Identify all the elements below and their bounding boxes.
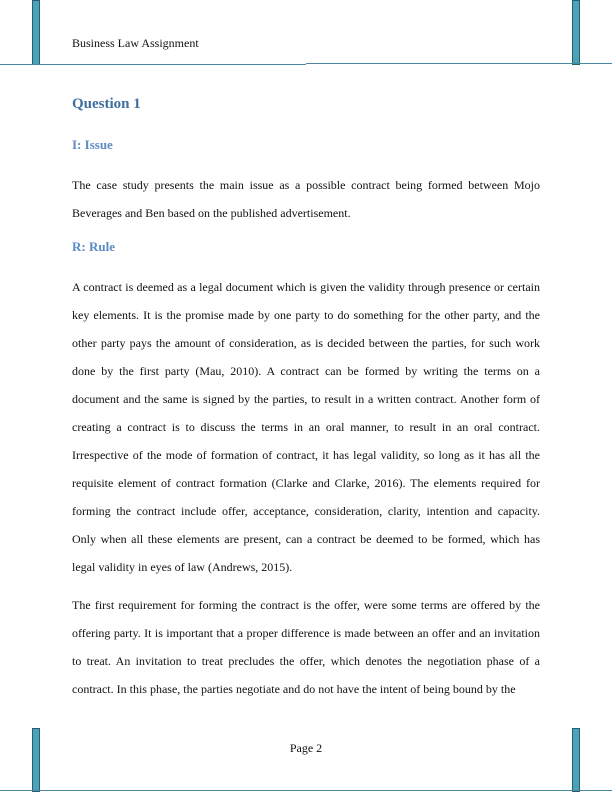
- header-rule-right: [306, 63, 612, 64]
- page-number: Page 2: [289, 741, 323, 755]
- header-left-bar: [32, 0, 40, 65]
- issue-heading: I: Issue: [72, 137, 113, 152]
- issue-paragraph: The case study presents the main issue as a possible contract being formed between Mojo Beverages and Ben based on the published advertisement.: [72, 178, 540, 220]
- footer-right-bar: [572, 728, 580, 792]
- rule-heading: R: Rule: [72, 239, 115, 254]
- page-content: [72, 96, 540, 703]
- footer-rule: [0, 790, 612, 791]
- header-rule-left: [0, 64, 306, 65]
- footer-left-bar: [32, 728, 40, 792]
- running-header: Business Law Assignment: [72, 36, 199, 50]
- rule-paragraph-1: A contract is deemed as a legal document which is given the validity through presence or certain key elements. It is the promise made by one party to do something for the other party, and the other party pays the amount of consideration, as is decided between the parties, for such work done by the first party (Mau, 2010). A contract can be formed by writing the terms on a document and the same is signed by the parties, to result in a written contract. Another form of creating a contract is to discuss the terms in an oral manner, to result in an oral contract. Irrespective of the mode of formation of contract, it has legal validity, so long as it has all the requisite element of contract formation (Clarke and Clarke, 2016). The elements required for forming the contract include offer, acceptance, consideration, clarity, intention and capacity. Only when all these elements are present, can a contract be deemed to be formed, which has legal validity in eyes of law (Andrews, 2015).: [72, 280, 540, 574]
- rule-paragraph-2: The first requirement for forming the contract is the offer, were some terms are offered by the offering party. It is important that a proper difference is made between an offer and an invitation to treat. An invitation to treat precludes the offer, which denotes the negotiation phase of a contract. In this phase, the parties negotiate and do not have the intent of being bound by the: [72, 598, 540, 696]
- header-right-bar: [572, 0, 580, 65]
- question-heading: Question 1: [72, 96, 141, 112]
